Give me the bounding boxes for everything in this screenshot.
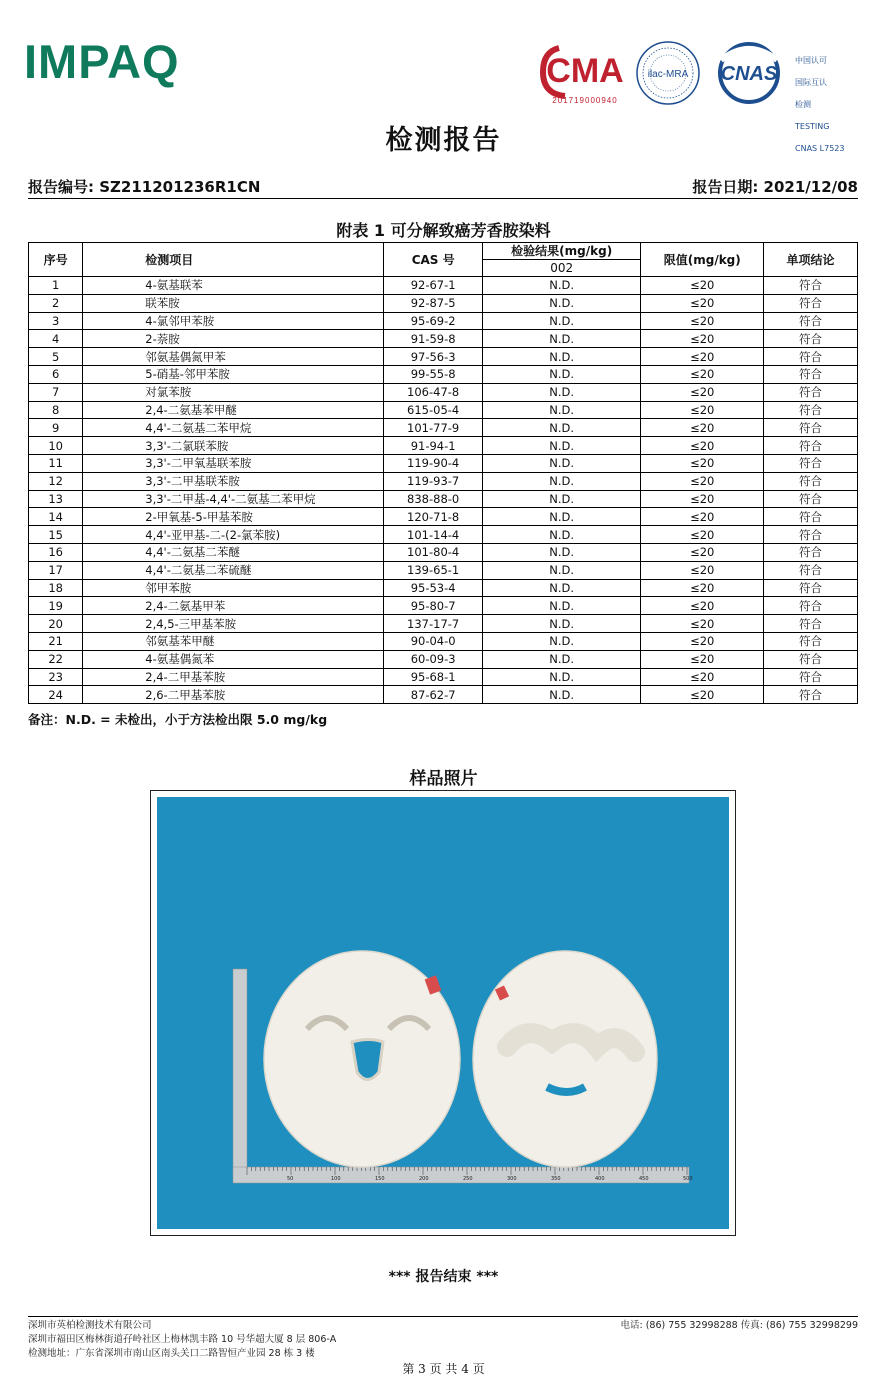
row-limit: ≤20 (641, 383, 764, 401)
row-cas-number: 95-53-4 (384, 579, 482, 597)
row-number: 3 (29, 312, 83, 330)
row-result: N.D. (482, 277, 641, 295)
row-test-item: 邻氨基苯甲醚 (83, 632, 384, 650)
ruler-label: 500 (683, 1176, 693, 1182)
row-test-item: 2,4-二氨基苯甲醚 (83, 401, 384, 419)
header-conclusion: 单项结论 (764, 243, 858, 277)
row-result: N.D. (482, 561, 641, 579)
row-number: 11 (29, 454, 83, 472)
row-result: N.D. (482, 348, 641, 366)
row-cas-number: 137-17-7 (384, 615, 482, 633)
row-result: N.D. (482, 597, 641, 615)
row-test-item: 4-氨基联苯 (83, 277, 384, 295)
report-date: 报告日期: 2021/12/08 (692, 178, 858, 196)
row-cas-number: 97-56-3 (384, 348, 482, 366)
row-test-item: 4,4'-二氨基二苯醚 (83, 543, 384, 561)
ruler-label: 300 (507, 1176, 517, 1182)
row-conclusion: 符合 (764, 579, 858, 597)
row-conclusion: 符合 (764, 401, 858, 419)
row-limit: ≤20 (641, 615, 764, 633)
row-limit: ≤20 (641, 454, 764, 472)
row-conclusion: 符合 (764, 543, 858, 561)
row-cas-number: 139-65-1 (384, 561, 482, 579)
row-conclusion: 符合 (764, 437, 858, 455)
table-row (29, 686, 858, 704)
row-number: 10 (29, 437, 83, 455)
row-result: N.D. (482, 437, 641, 455)
table-row (29, 615, 858, 633)
row-cas-number: 120-71-8 (384, 508, 482, 526)
row-number: 19 (29, 597, 83, 615)
photo-title: 样品照片 (409, 769, 478, 789)
row-test-item: 2-萘胺 (83, 330, 384, 348)
page-number: 第 3 页 共 4 页 (402, 1362, 485, 1376)
row-conclusion: 符合 (764, 668, 858, 686)
row-conclusion: 符合 (764, 490, 858, 508)
footer-company-name: 深圳市英柏检测技术有限公司 (28, 1320, 152, 1331)
row-result: N.D. (482, 294, 641, 312)
row-conclusion: 符合 (764, 330, 858, 348)
row-limit: ≤20 (641, 294, 764, 312)
table-row (29, 526, 858, 544)
row-result: N.D. (482, 490, 641, 508)
row-cas-number: 95-80-7 (384, 597, 482, 615)
row-limit: ≤20 (641, 472, 764, 490)
row-cas-number: 95-68-1 (384, 668, 482, 686)
row-cas-number: 101-77-9 (384, 419, 482, 437)
row-number: 12 (29, 472, 83, 490)
row-conclusion: 符合 (764, 472, 858, 490)
row-limit: ≤20 (641, 597, 764, 615)
cma-number: 201719000940 (552, 96, 618, 105)
row-number: 1 (29, 277, 83, 295)
row-number: 17 (29, 561, 83, 579)
header-item: 检测项目 (83, 243, 384, 277)
row-conclusion: 符合 (764, 348, 858, 366)
cnas-logo-text: CNAS (720, 63, 778, 85)
row-cas-number: 90-04-0 (384, 632, 482, 650)
row-result: N.D. (482, 668, 641, 686)
ruler-label: 150 (375, 1176, 385, 1182)
table-row (29, 365, 858, 383)
header-sample-id: 002 (482, 260, 641, 277)
cnas-text-line: 国际互认 (795, 78, 827, 87)
row-test-item: 2,4-二甲基苯胺 (83, 668, 384, 686)
footer-company-info (28, 1319, 336, 1361)
row-result: N.D. (482, 632, 641, 650)
row-conclusion: 符合 (764, 686, 858, 704)
row-limit: ≤20 (641, 490, 764, 508)
header-limit: 限值(mg/kg) (641, 243, 764, 277)
table-row (29, 543, 858, 561)
row-limit: ≤20 (641, 419, 764, 437)
row-limit: ≤20 (641, 686, 764, 704)
footnote: 备注：N.D. = 未检出，小于方法检出限 5.0 mg/kg (28, 712, 328, 727)
header-no: 序号 (29, 243, 83, 277)
footer-address: 深圳市福田区梅林街道孖岭社区上梅林凯丰路 10 号华超大厦 8 层 806-A (28, 1334, 337, 1345)
row-test-item: 3,3'-二甲氧基联苯胺 (83, 454, 384, 472)
row-number: 8 (29, 401, 83, 419)
row-test-item: 4,4'-亚甲基-二-(2-氯苯胺) (83, 526, 384, 544)
cnas-text-line: TESTING (795, 122, 830, 131)
row-conclusion: 符合 (764, 383, 858, 401)
row-test-item: 4-氯邻甲苯胺 (83, 312, 384, 330)
certification-logos (539, 40, 859, 153)
row-number: 16 (29, 543, 83, 561)
ruler-label: 350 (551, 1176, 561, 1182)
row-number: 20 (29, 615, 83, 633)
footer-test-address: 检测地址：广东省深圳市南山区南头关口二路智恒产业园 28 栋 3 楼 (28, 1348, 315, 1359)
row-result: N.D. (482, 472, 641, 490)
ruler-label: 250 (463, 1176, 473, 1182)
row-test-item: 3,3'-二甲基联苯胺 (83, 472, 384, 490)
cma-logo (539, 42, 631, 102)
row-limit: ≤20 (641, 348, 764, 366)
table-row (29, 454, 858, 472)
row-limit: ≤20 (641, 401, 764, 419)
row-cas-number: 101-14-4 (384, 526, 482, 544)
row-result: N.D. (482, 686, 641, 704)
ruler-label: 400 (595, 1176, 605, 1182)
row-number: 22 (29, 650, 83, 668)
row-test-item: 4,4'-二氨基二苯甲烷 (83, 419, 384, 437)
table-row (29, 348, 858, 366)
row-result: N.D. (482, 543, 641, 561)
row-conclusion: 符合 (764, 526, 858, 544)
row-result: N.D. (482, 383, 641, 401)
row-test-item: 对氯苯胺 (83, 383, 384, 401)
header-result: 检验结果(mg/kg) (482, 243, 641, 260)
row-limit: ≤20 (641, 312, 764, 330)
impaq-logo: IMPAQ (24, 35, 180, 88)
table-row (29, 632, 858, 650)
table-row (29, 419, 858, 437)
row-conclusion: 符合 (764, 365, 858, 383)
cma-logo-text: CMA (546, 52, 624, 90)
footer-divider (28, 1316, 858, 1317)
table-row (29, 668, 858, 686)
row-number: 5 (29, 348, 83, 366)
row-test-item: 2,4-二氨基甲苯 (83, 597, 384, 615)
row-test-item: 4-氨基偶氮苯 (83, 650, 384, 668)
document-title: 检测报告 (385, 125, 502, 156)
row-result: N.D. (482, 508, 641, 526)
row-number: 14 (29, 508, 83, 526)
row-test-item: 3,3'-二氯联苯胺 (83, 437, 384, 455)
row-limit: ≤20 (641, 437, 764, 455)
sample-photo (157, 797, 729, 1229)
row-number: 15 (29, 526, 83, 544)
row-result: N.D. (482, 330, 641, 348)
row-number: 9 (29, 419, 83, 437)
cnas-text-line: 中国认可 (795, 56, 827, 65)
row-cas-number: 92-87-5 (384, 294, 482, 312)
row-test-item: 邻氨基偶氮甲苯 (83, 348, 384, 366)
table-row (29, 597, 858, 615)
table-row (29, 508, 858, 526)
row-test-item: 邻甲苯胺 (83, 579, 384, 597)
report-end-mark: *** 报告结束 *** (388, 1269, 499, 1285)
table-row (29, 277, 858, 295)
cnas-logo (711, 42, 787, 104)
row-result: N.D. (482, 615, 641, 633)
row-test-item: 2,4,5-三甲基苯胺 (83, 615, 384, 633)
row-conclusion: 符合 (764, 419, 858, 437)
table-row (29, 650, 858, 668)
row-test-item: 联苯胺 (83, 294, 384, 312)
row-limit: ≤20 (641, 579, 764, 597)
row-number: 6 (29, 365, 83, 383)
row-cas-number: 92-67-1 (384, 277, 482, 295)
row-cas-number: 615-05-4 (384, 401, 482, 419)
row-limit: ≤20 (641, 543, 764, 561)
row-cas-number: 101-80-4 (384, 543, 482, 561)
row-conclusion: 符合 (764, 632, 858, 650)
row-conclusion: 符合 (764, 277, 858, 295)
table-row (29, 294, 858, 312)
row-result: N.D. (482, 365, 641, 383)
ruler-label: 200 (419, 1176, 429, 1182)
table-row (29, 579, 858, 597)
row-result: N.D. (482, 312, 641, 330)
row-cas-number: 106-47-8 (384, 383, 482, 401)
row-conclusion: 符合 (764, 294, 858, 312)
footer-contact: 电话: (86) 755 32998288 传真: (86) 755 32998299 (620, 1320, 858, 1331)
row-number: 24 (29, 686, 83, 704)
row-cas-number: 87-62-7 (384, 686, 482, 704)
row-result: N.D. (482, 454, 641, 472)
ruler-label: 50 (287, 1176, 294, 1182)
table-row (29, 561, 858, 579)
row-cas-number: 119-93-7 (384, 472, 482, 490)
row-conclusion: 符合 (764, 615, 858, 633)
ilac-logo-text: ilac-MRA (647, 69, 689, 80)
row-limit: ≤20 (641, 561, 764, 579)
table-row (29, 312, 858, 330)
row-test-item: 2,6-二甲基苯胺 (83, 686, 384, 704)
row-limit: ≤20 (641, 508, 764, 526)
table-row (29, 401, 858, 419)
row-limit: ≤20 (641, 668, 764, 686)
row-limit: ≤20 (641, 277, 764, 295)
row-result: N.D. (482, 401, 641, 419)
sample-photo-frame (150, 790, 736, 1236)
row-conclusion: 符合 (764, 561, 858, 579)
divider (28, 198, 858, 199)
row-conclusion: 符合 (764, 312, 858, 330)
row-number: 4 (29, 330, 83, 348)
row-limit: ≤20 (641, 330, 764, 348)
table-row (29, 472, 858, 490)
row-number: 2 (29, 294, 83, 312)
row-cas-number: 91-59-8 (384, 330, 482, 348)
report-number: 报告编号: SZ211201236R1CN (28, 178, 261, 196)
row-limit: ≤20 (641, 632, 764, 650)
row-conclusion: 符合 (764, 650, 858, 668)
cnas-text-line: 检测 (795, 100, 811, 109)
row-conclusion: 符合 (764, 597, 858, 615)
row-cas-number: 95-69-2 (384, 312, 482, 330)
row-cas-number: 99-55-8 (384, 365, 482, 383)
row-result: N.D. (482, 526, 641, 544)
row-test-item: 2-甲氧基-5-甲基苯胺 (83, 508, 384, 526)
row-conclusion: 符合 (764, 454, 858, 472)
ruler-label: 450 (639, 1176, 649, 1182)
row-cas-number: 60-09-3 (384, 650, 482, 668)
cnas-text-line: CNAS L7523 (795, 144, 845, 153)
row-limit: ≤20 (641, 365, 764, 383)
row-conclusion: 符合 (764, 508, 858, 526)
row-test-item: 4,4'-二氨基二苯硫醚 (83, 561, 384, 579)
row-number: 7 (29, 383, 83, 401)
row-cas-number: 119-90-4 (384, 454, 482, 472)
row-number: 13 (29, 490, 83, 508)
table-row (29, 490, 858, 508)
table-row (29, 383, 858, 401)
ruler-label: 100 (331, 1176, 341, 1182)
row-result: N.D. (482, 650, 641, 668)
row-cas-number: 838-88-0 (384, 490, 482, 508)
header-cas: CAS 号 (384, 243, 482, 277)
row-number: 21 (29, 632, 83, 650)
row-test-item: 5-硝基-邻甲苯胺 (83, 365, 384, 383)
row-result: N.D. (482, 579, 641, 597)
ilac-mra-logo (635, 40, 701, 106)
row-limit: ≤20 (641, 526, 764, 544)
row-number: 23 (29, 668, 83, 686)
row-result: N.D. (482, 419, 641, 437)
row-cas-number: 91-94-1 (384, 437, 482, 455)
table-row (29, 437, 858, 455)
row-limit: ≤20 (641, 650, 764, 668)
row-number: 18 (29, 579, 83, 597)
row-test-item: 3,3'-二甲基-4,4'-二氨基二苯甲烷 (83, 490, 384, 508)
table-title: 附表 1 可分解致癌芳香胺染料 (336, 221, 551, 240)
table-row (29, 330, 858, 348)
results-table (28, 242, 858, 704)
